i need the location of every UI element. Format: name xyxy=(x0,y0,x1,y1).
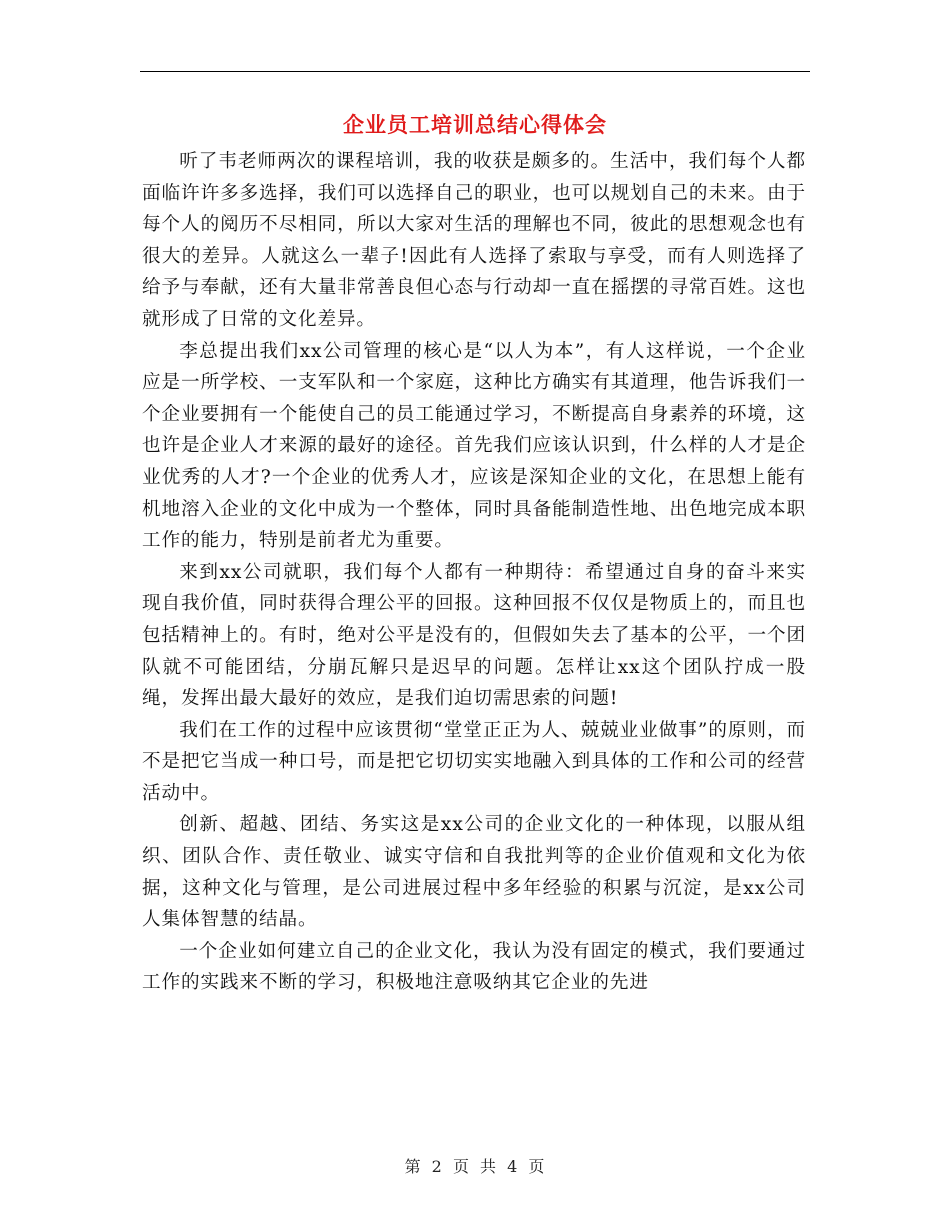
document-body xyxy=(142,146,806,999)
body-paragraph: 李总提出我们xx公司管理的核心是“以人为本”，有人这样说，一个企业应是一所学校、一支军队和一个家庭，这种比方确实有其道理，他告诉我们一个企业要拥有一个能使自己的员工能通过学习，不断提高自身素养的环境，这也许是企业人才来源的最好的途径。首先我们应该认识到，什么样的人才是企业优秀的人才?一个企业的优秀人才，应该是深知企业的文化，在思想上能有机地溶入企业的文化中成为一个整体，同时具备能制造性地、出色地完成本职工作的能力，特别是前者尤为重要。 xyxy=(142,340,806,552)
body-paragraph: 来到xx公司就职，我们每个人都有一种期待：希望通过自身的奋斗来实现自我价值，同时获得合理公平的回报。这种回报不仅仅是物质上的，而且也包括精神上的。有时，绝对公平是没有的，但假如失去了基本的公平，一个团队就不可能团结，分崩瓦解只是迟早的问题。怎样让xx这个团队拧成一股绳，发挥出最大最好的效应，是我们迫切需思索的问题! xyxy=(142,561,806,710)
header-rule xyxy=(140,71,810,72)
body-paragraph: 创新、超越、团结、务实这是xx公司的企业文化的一种体现，以服从组织、团队合作、责任敬业、诚实守信和自我批判等的企业价值观和文化为依据，这种文化与管理，是公司进展过程中多年经验的积累与沉淀，是xx公司人集体智慧的结晶。 xyxy=(142,814,806,931)
body-paragraph: 一个企业如何建立自己的企业文化，我认为没有固定的模式，我们要通过工作的实践来不断的学习，积极地注意吸纳其它企业的先进 xyxy=(142,940,806,994)
page-number: 第 2 页 共 4 页 xyxy=(404,1157,546,1176)
document-title: 企业员工培训总结心得体会 xyxy=(343,112,607,137)
body-paragraph: 我们在工作的过程中应该贯彻“堂堂正正为人、兢兢业业做事”的原则，而不是把它当成一种口号，而是把它切切实实地融入到具体的工作和公司的经营活动中。 xyxy=(142,719,806,804)
body-paragraph: 听了韦老师两次的课程培训，我的收获是颇多的。生活中，我们每个人都面临许许多多选择，我们可以选择自己的职业，也可以规划自己的未来。由于每个人的阅历不尽相同，所以大家对生活的理解也不同，彼此的思想观念也有很大的差异。人就这么一辈子!因此有人选择了索取与享受，而有人则选择了给予与奉献，还有大量非常善良但心态与行动却一直在摇摆的寻常百姓。这也就形成了日常的文化差异。 xyxy=(142,151,806,330)
